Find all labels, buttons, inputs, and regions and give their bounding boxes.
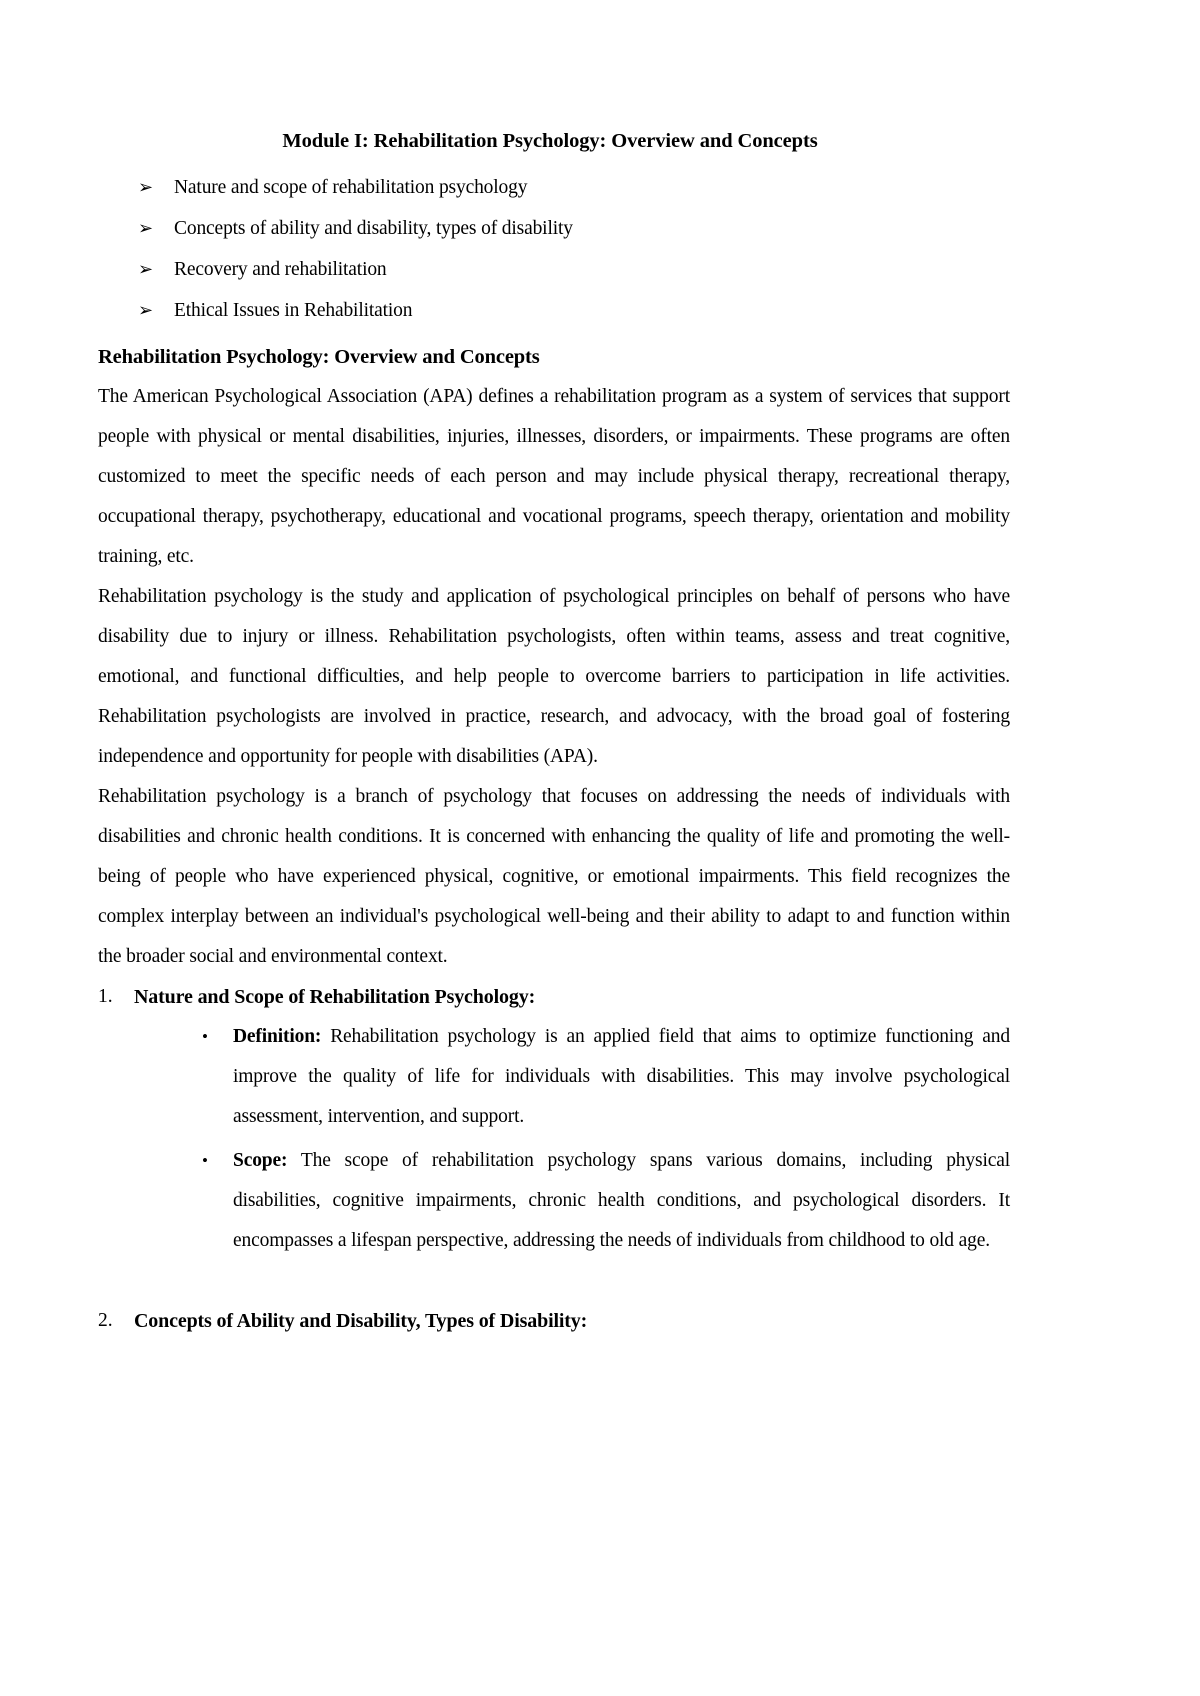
bullet-lead-term: Definition:	[233, 1025, 322, 1047]
numbered-section-1	[98, 977, 1010, 1261]
section-spacer	[98, 1261, 1010, 1301]
list-number: 1.	[98, 985, 113, 1007]
numbered-section-list	[98, 977, 1010, 1341]
numbered-section-2	[98, 1301, 1010, 1341]
sub-bullet-scope	[200, 1141, 1010, 1261]
bullet-text: The scope of rehabilitation psychology spans various domains, including physical disabilities, cognitive impairments, chronic health conditions, and psychological disorders. It encompasses a lifespan perspective, addressing the needs of individuals from childhood to old age.	[233, 1149, 1010, 1251]
arrow-bullet-icon: ➢	[138, 176, 153, 198]
module-outline-list	[98, 167, 1010, 331]
numbered-section-heading: Nature and Scope of Rehabilitation Psychology:	[134, 985, 536, 1008]
arrow-bullet-icon: ➢	[138, 258, 153, 280]
body-paragraph-1: The American Psychological Association (APA) defines a rehabilitation program as a system of services that support people with physical or mental disabilities, injuries, illnesses, disorders, or impairments. These programs are often customized to meet the specific needs of each person and may include physical therapy, recreational therapy, occupational therapy, psychotherapy, educational and vocational programs, speech therapy, orientation and mobility training, etc.	[98, 385, 1010, 567]
outline-item	[98, 208, 1010, 249]
outline-item-label: Ethical Issues in Rehabilitation	[174, 299, 413, 321]
numbered-section-heading: Concepts of Ability and Disability, Types of Disability:	[134, 1309, 588, 1332]
dot-bullet-icon: •	[202, 1150, 208, 1170]
outline-item-label: Nature and scope of rehabilitation psychology	[174, 176, 528, 198]
dot-bullet-icon: •	[202, 1026, 208, 1046]
outline-item	[98, 167, 1010, 208]
outline-item	[98, 249, 1010, 290]
arrow-bullet-icon: ➢	[138, 217, 153, 239]
outline-item-label: Recovery and rehabilitation	[174, 258, 387, 280]
arrow-bullet-icon: ➢	[138, 299, 153, 321]
body-paragraph-3: Rehabilitation psychology is a branch of psychology that focuses on addressing the needs of individuals with disabilities and chronic health conditions. It is concerned with enhancing the quality of life and promoting the well-being of people who have experienced physical, cognitive, or emotional impairments. This field recognizes the complex interplay between an individual's psychological well-being and their ability to adapt to and function within the broader social and environmental context.	[98, 785, 1010, 967]
outline-item	[98, 290, 1010, 331]
sub-bullet-list	[134, 1017, 1010, 1261]
sub-bullet-definition	[200, 1017, 1010, 1137]
outline-item-label: Concepts of ability and disability, types of disability	[174, 217, 573, 239]
page-title: Module I: Rehabilitation Psychology: Overview and Concepts	[282, 130, 818, 152]
list-number: 2.	[98, 1309, 113, 1331]
section-heading: Rehabilitation Psychology: Overview and Concepts	[98, 345, 540, 368]
body-paragraph-2: Rehabilitation psychology is the study and application of psychological principles on behalf of persons who have disability due to injury or illness. Rehabilitation psychologists, often within teams, assess and treat cognitive, emotional, and functional difficulties, and help people to overcome barriers to participation in life activities. Rehabilitation psychologists are involved in practice, research, and advocacy, with the broad goal of fostering independence and opportunity for people with disabilities (APA).	[98, 585, 1010, 767]
bullet-text: Rehabilitation psychology is an applied field that aims to optimize functioning and improve the quality of life for individuals with disabilities. This may involve psychological assessment, intervention, and support.	[233, 1025, 1010, 1127]
bullet-lead-term: Scope:	[233, 1149, 288, 1171]
